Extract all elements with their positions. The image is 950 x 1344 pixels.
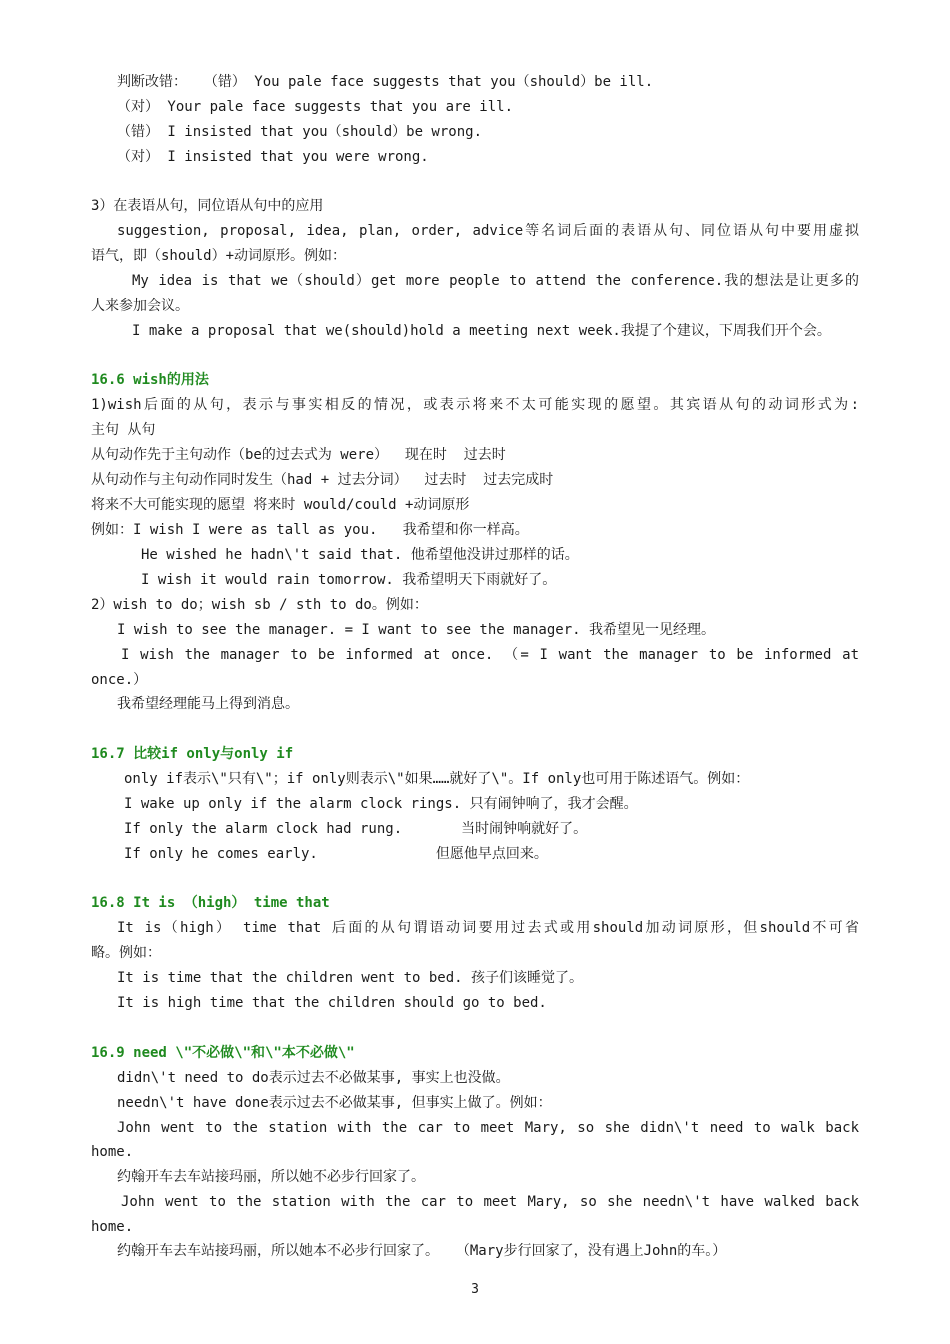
text-line: 略。例如： (91, 945, 161, 961)
text-line: home. (91, 1219, 134, 1235)
text-line: If only the alarm clock had rung. 当时闹钟响就好了。 (124, 821, 588, 837)
text-line: needn\'t have done表示过去不必做某事, 但事实上做了。例如： (117, 1095, 552, 1111)
text-line: He wished he hadn\'t said that. 他希望他没讲过那样的话。 (141, 547, 579, 563)
text-line: It is（high） time that 后面的从句谓语动词要用过去式或用should加动词原形，但should不可省 (117, 920, 859, 936)
text-line: 2）wish to do；wish sb / sth to do。例如： (91, 597, 428, 613)
text-line: I wish it would rain tomorrow. 我希望明天下雨就好了。 (141, 572, 557, 588)
text-line: （对） Your pale face suggests that you are ill. (117, 99, 514, 115)
text-line: 约翰开车去车站接玛丽，所以她本不必步行回家了。 （Mary步行回家了，没有遇上John的车。） (117, 1243, 727, 1259)
section-heading: 16.7 比较if only与only if (91, 746, 294, 762)
text-line: 人来参加会议。 (91, 298, 189, 314)
text-line: I make a proposal that we(should)hold a meeting next week.我提了个建议，下周我们开个会。 (132, 323, 831, 339)
text-line: It is high time that the children should go to bed. (117, 995, 547, 1011)
text-line: 例如：I wish I were as tall as you. 我希望和你一样高。 (91, 522, 529, 538)
page-number: 3 (471, 1282, 479, 1297)
text-line: suggestion, proposal, idea, plan, order, advice等名词后面的表语从句、同位语从句中要用虚拟 (117, 223, 859, 239)
text-line: 主句 从句 (91, 422, 156, 438)
section-heading: 16.9 need \"不必做\"和\"本不必做\" (91, 1045, 355, 1061)
text-line: 约翰开车去车站接玛丽，所以她不必步行回家了。 (117, 1169, 425, 1185)
text-line: 将来不大可能实现的愿望 将来时 would/could +动词原形 (91, 497, 470, 513)
text-line: It is time that the children went to bed. 孩子们该睡觉了。 (117, 970, 584, 986)
text-line: home. (91, 1144, 134, 1160)
text-line: （对） I insisted that you were wrong. (117, 149, 429, 165)
text-line: didn\'t need to do表示过去不必做某事, 事实上也没做。 (117, 1070, 510, 1086)
section-heading: 16.6 wish的用法 (91, 372, 209, 388)
section-heading: 16.8 It is （high） time that (91, 895, 330, 911)
text-line: once.） (91, 672, 148, 688)
text-line: 3）在表语从句，同位语从句中的应用 (91, 198, 324, 214)
text-line: only if表示\"只有\"；if only则表示\"如果……就好了\"。If only也可用于陈述语气。例如： (124, 771, 750, 787)
text-line: 我希望经理能马上得到消息。 (117, 696, 299, 712)
text-line: 判断改错： （错） You pale face suggests that you（should）be ill. (117, 74, 654, 90)
text-line: John went to the station with the car to meet Mary, so she didn\'t need to walk back (117, 1120, 859, 1136)
text-line: I wish the manager to be informed at once. （= I want the manager to be informed at (121, 647, 859, 663)
text-line: I wish to see the manager. = I want to see the manager. 我希望见一见经理。 (117, 622, 716, 638)
text-line: 从句动作与主句动作同时发生（had + 过去分词） 过去时 过去完成时 (91, 472, 554, 488)
text-line: 从句动作先于主句动作（be的过去式为 were） 现在时 过去时 (91, 447, 506, 463)
text-line: John went to the station with the car to meet Mary, so she needn\'t have walked back (121, 1194, 859, 1210)
text-line: （错） I insisted that you（should）be wrong. (117, 124, 483, 140)
text-line: My idea is that we（should）get more people to attend the conference.我的想法是让更多的 (132, 273, 859, 289)
text-line: 语气，即（should）+动词原形。例如： (91, 248, 347, 264)
text-line: I wake up only if the alarm clock rings. 只有闹钟响了，我才会醒。 (124, 796, 638, 812)
text-line: If only he comes early. 但愿他早点回来。 (124, 846, 548, 862)
text-line: 1)wish后面的从句，表示与事实相反的情况，或表示将来不太可能实现的愿望。其宾语从句的动词形式为: (91, 397, 859, 413)
